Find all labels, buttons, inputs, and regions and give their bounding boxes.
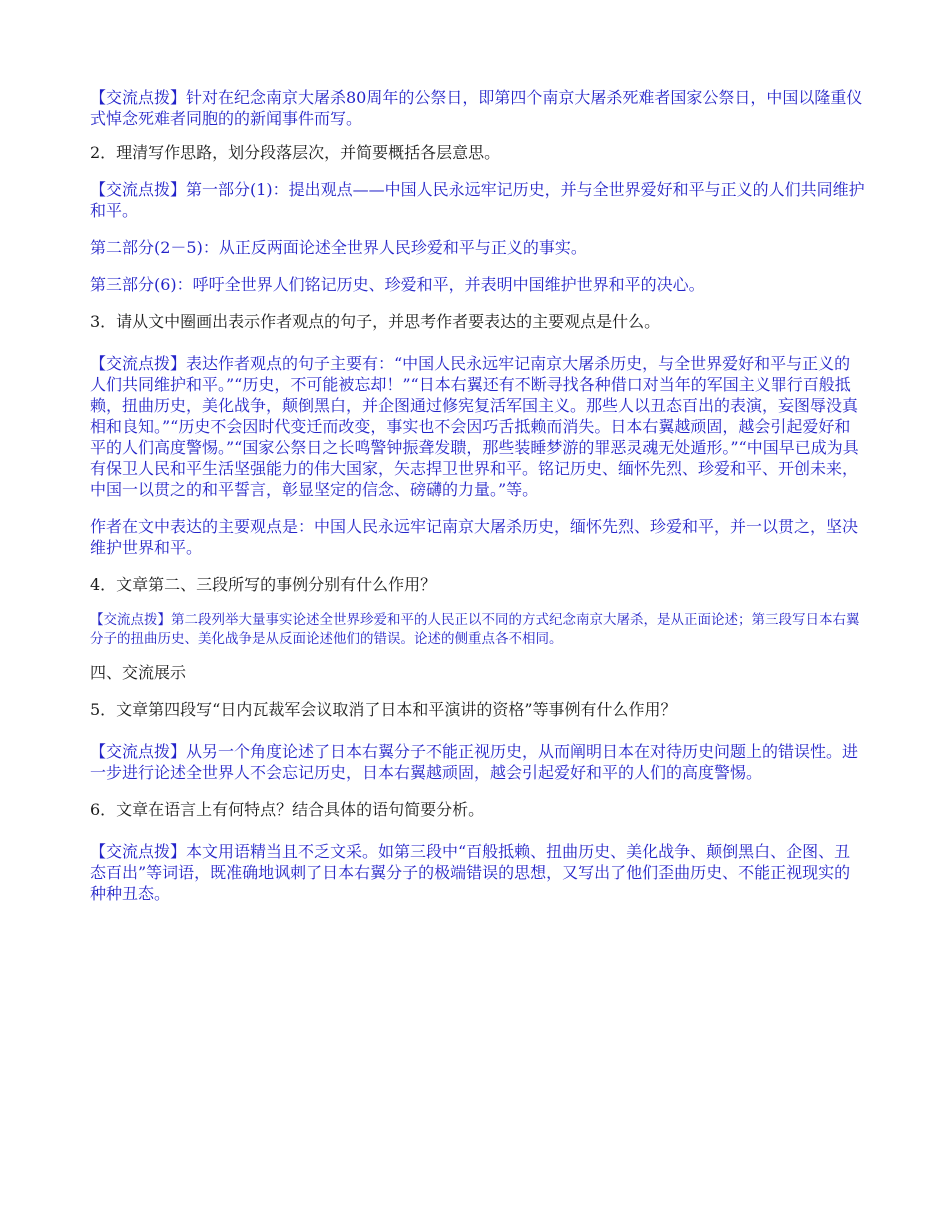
answer-q5: 【交流点拨】从另一个角度论述了日本右翼分子不能正视历史，从而阐明日本在对待历史问题上的错误性。进一步进行论述全世界人不会忘记历史，日本右翼越顽固，越会引起爱好和平的人们的高度警惕。 bbox=[90, 742, 859, 782]
question-4: 4．文章第二、三段所写的事例分别有什么作用？ bbox=[90, 575, 437, 594]
answer-q2-part1: 【交流点拨】第一部分(1)：提出观点——中国人民永远牢记历史，并与全世界爱好和平与正义的人们共同维护和平。 bbox=[90, 180, 865, 220]
question-3: 3．请从文中圈画出表示作者观点的句子，并思考作者要表达的主要观点是什么。 bbox=[90, 312, 661, 331]
question-6: 6．文章在语言上有何特点？结合具体的语句简要分析。 bbox=[90, 800, 485, 819]
answer-q1: 【交流点拨】针对在纪念南京大屠杀80周年的公祭日，即第四个南京大屠杀死难者国家公祭日，中国以隆重仪式悼念死难者同胞的的新闻事件而写。 bbox=[90, 88, 863, 128]
question-5: 5．文章第四段写“日内瓦裁军会议取消了日本和平演讲的资格”等事例有什么作用？ bbox=[90, 700, 677, 719]
answer-q3-main-view: 作者在文中表达的主要观点是：中国人民永远牢记南京大屠杀历史，缅怀先烈、珍爱和平，并一以贯之，坚决维护世界和平。 bbox=[90, 517, 859, 557]
question-2: 2．理清写作思路，划分段落层次，并简要概括各层意思。 bbox=[90, 143, 501, 162]
section-heading-exchange: 四、交流展示 bbox=[90, 663, 187, 682]
answer-q6: 【交流点拨】本文用语精当且不乏文采。如第三段中“百般抵赖、扭曲历史、美化战争、颠倒黑白、企图、丑态百出”等词语，既准确地讽刺了日本右翼分子的极端错误的思想，又写出了他们歪曲历史、不能正视现实的种种丑态。 bbox=[90, 842, 851, 903]
answer-q4: 【交流点拨】第二段列举大量事实论述全世界珍爱和平的人民正以不同的方式纪念南京大屠杀，是从正面论述；第三段写日本右翼分子的扭曲历史、美化战争是从反面论述他们的错误。论述的侧重点各不相同。 bbox=[90, 612, 860, 647]
answer-q2-part3: 第三部分(6)：呼吁全世界人们铭记历史、珍爱和平，并表明中国维护世界和平的决心。 bbox=[90, 275, 705, 294]
answer-q2-part2: 第二部分(2－5)：从正反两面论述全世界人民珍爱和平与正义的事实。 bbox=[90, 238, 587, 257]
document-page bbox=[90, 87, 865, 904]
answer-q3-sentences: 【交流点拨】表达作者观点的句子主要有：“中国人民永远牢记南京大屠杀历史，与全世界爱好和平与正义的人们共同维护和平。”“历史，不可能被忘却！”“日本右翼还有不断寻找各种借口对当年的军国主义罪行百般抵赖，扭曲历史，美化战争，颠倒黑白，并企图通过修宪复活军国主义。那些人以丑态百出的表演，妄图辱没真相和良知。”“历史不会因时代变迁而改变，事实也不会因巧舌抵赖而消失。日本右翼越顽固，越会引起爱好和平的人们高度警惕。”“国家公祭日之长鸣警钟振聋发聩，那些装睡梦游的罪恶灵魂无处遁形。”“中国早已成为具有保卫人民和平生活坚强能力的伟大国家，矢志捍卫世界和平。铭记历史、缅怀先烈、珍爱和平、开创未来，中国一以贯之的和平誓言，彰显坚定的信念、磅礴的力量。”等。 bbox=[90, 354, 859, 499]
